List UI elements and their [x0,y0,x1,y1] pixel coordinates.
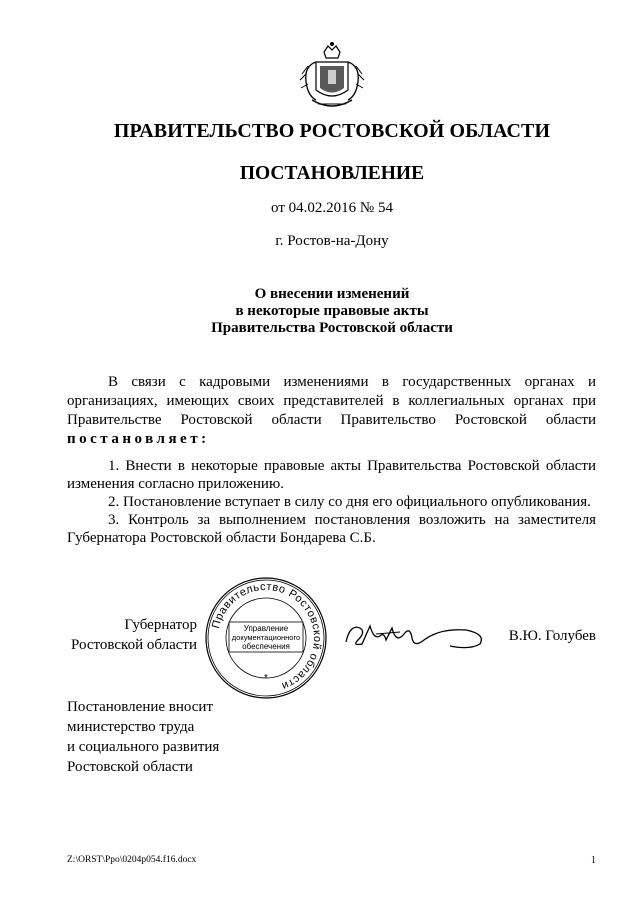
preamble-paragraph [67,373,596,449]
signatory-title-line: Губернатор [124,617,197,633]
preamble-text: В связи с кадровыми изменениями в государственных органах и организациях, имеющих своих представителей в коллегиальных органах при Правительстве Ростовской области Правительство Ростовской области [67,374,596,428]
subject-line: в некоторые правовые акты [235,303,429,319]
issuer-block [67,697,219,777]
issuer-line: министерство труда [67,719,195,735]
signatory-title-line: Ростовской области [71,637,197,653]
signatory-title [67,615,197,655]
official-stamp [202,574,330,702]
issuer-line: Постановление вносит [67,699,214,715]
signatory-name: В.Ю. Голубев [508,628,596,644]
document-subject [0,286,640,337]
stamp-ring-text: Правительство Ростовской области [209,580,324,693]
resolution-item: 2. Постановление вступает в силу со дня его официального опубликования. [108,494,591,510]
handwritten-signature [340,614,490,654]
issuer-line: Ростовской области [67,759,193,775]
subject-line: Правительства Ростовской области [211,320,453,336]
document-type: ПОСТАНОВЛЕНИЕ [239,163,425,184]
issuer-line: и социального развития [67,739,220,755]
stamp-inner-line: документационного [231,633,301,642]
resolution-items [67,457,596,547]
coat-of-arms-emblem [298,40,366,114]
city-line: г. Ростов-на-Дону [275,233,389,249]
page-number: 1 [591,855,596,866]
stamp-inner-line: обеспечения [242,642,290,651]
stamp-inner-line: Управление [243,624,289,633]
resolution-item: 3. Контроль за выполнением постановления возложить на заместителя Губернатора Ростовской области Бондарева С.Б. [67,512,596,546]
date-number-line: от 04.02.2016 № 54 [271,200,393,216]
resolution-item: 1. Внести в некоторые правовые акты Правительства Ростовской области изменения согласно приложению. [67,458,596,492]
stamp-star: * [264,673,268,684]
footer-file-path: Z:\ORST\Ppo\0204p054.f16.docx [67,855,197,865]
subject-line: О внесении изменений [254,286,410,302]
resolves-word: постановляет: [67,431,210,447]
organization-title: ПРАВИТЕЛЬСТВО РОСТОВСКОЙ ОБЛАСТИ [113,120,551,142]
